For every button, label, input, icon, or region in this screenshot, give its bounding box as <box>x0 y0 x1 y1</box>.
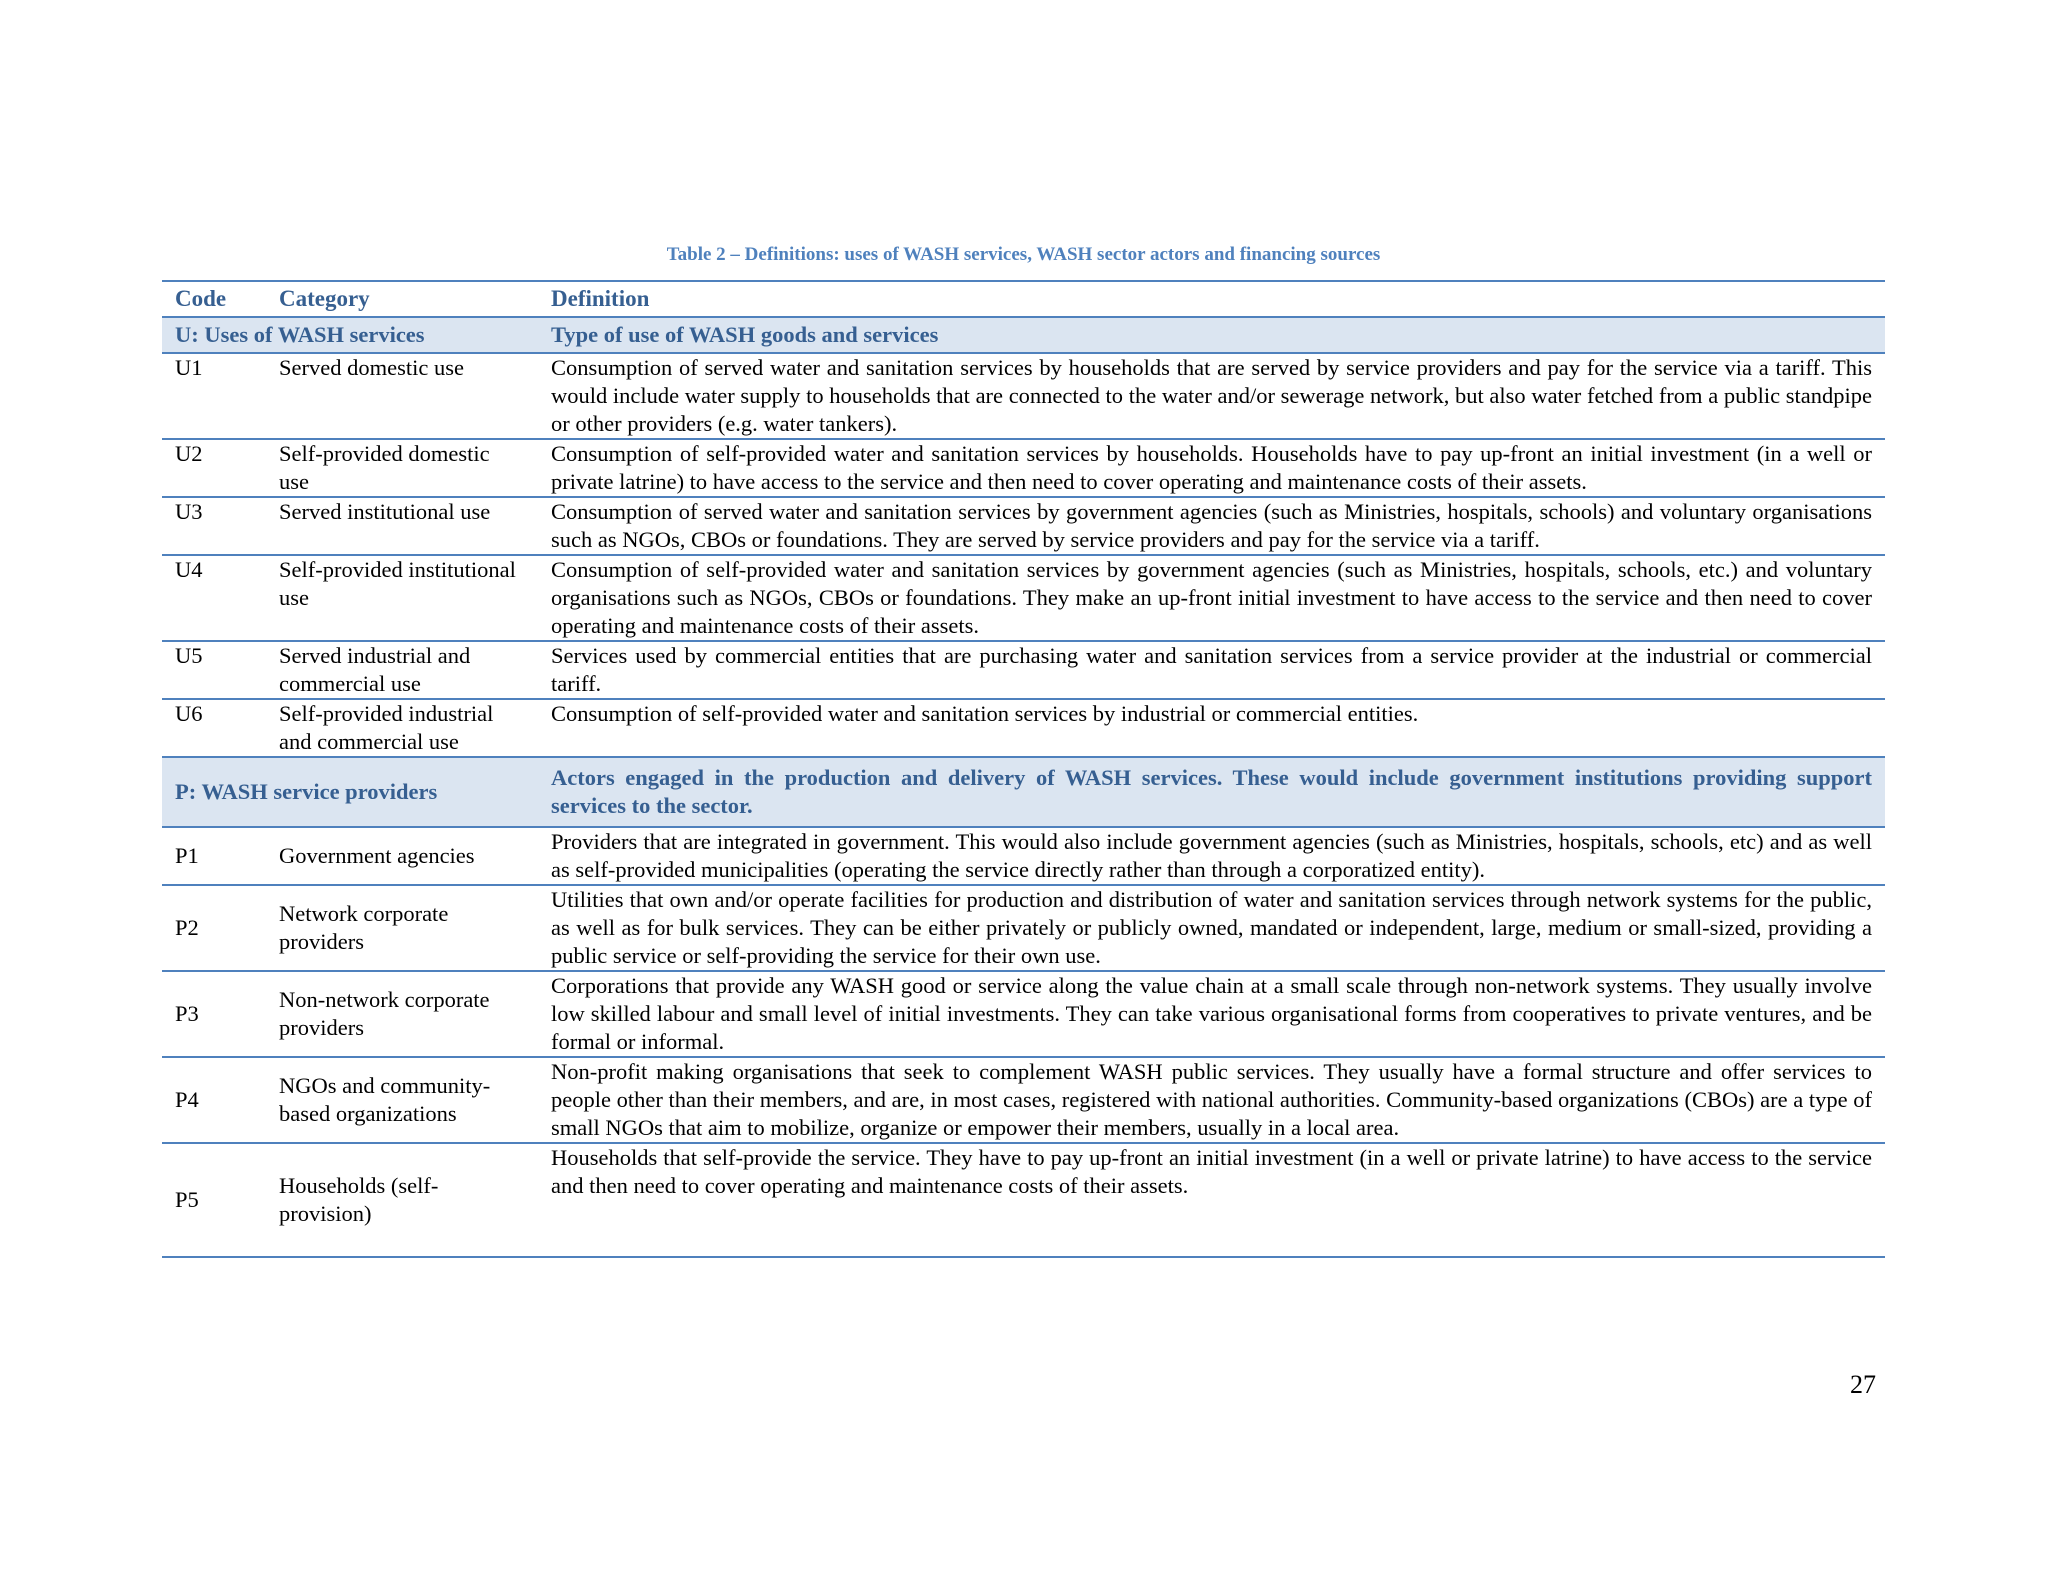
row-code: U5 <box>162 641 266 699</box>
row-definition: Consumption of self-provided water and sanitation services by households. Households have to pay up-front an initial investment (in a well or private latrine) to have access to the service and then need to cover operating and maintenance costs of their assets. <box>538 439 1885 497</box>
header-definition: Definition <box>538 281 1885 317</box>
row-category: NGOs and community-based organizations <box>266 1057 538 1143</box>
row-code: U2 <box>162 439 266 497</box>
row-category: Network corporate providers <box>266 885 538 971</box>
table-row <box>162 439 1885 497</box>
row-definition: Services used by commercial entities that are purchasing water and sanitation services from a service provider at the industrial or commercial tariff. <box>538 641 1885 699</box>
row-category: Self-provided domestic use <box>266 439 538 497</box>
section-definition: Actors engaged in the production and delivery of WASH services. These would include government institutions providing support services to the sector. <box>538 757 1885 827</box>
table-row <box>162 497 1885 555</box>
section-row-providers <box>162 757 1885 827</box>
row-category: Non-network corporate providers <box>266 971 538 1057</box>
row-definition: Providers that are integrated in government. This would also include government agencies (such as Ministries, hospitals, schools, etc) and as well as self-provided municipalities (operating the service directly rather than through a corporatized entity). <box>538 827 1885 885</box>
row-code: P5 <box>175 1187 199 1212</box>
table-row <box>162 827 1885 885</box>
row-category: Government agencies <box>266 827 538 885</box>
definitions-table <box>162 280 1885 1258</box>
table-row <box>162 1057 1885 1143</box>
header-category: Category <box>266 281 538 317</box>
table-header-row <box>162 281 1885 317</box>
row-definition: Utilities that own and/or operate facilities for production and distribution of water and sanitation services through network systems for the public, as well as for bulk services. They can be either privately or publicly owned, mandated or independent, large, medium or small-sized, providing a public service or self-providing the service for their own use. <box>538 885 1885 971</box>
header-code: Code <box>162 281 266 317</box>
row-definition: Consumption of served water and sanitation services by government agencies (such as Ministries, hospitals, schools) and voluntary organisations such as NGOs, CBOs or foundations. They are served by service providers and pay for the service via a tariff. <box>538 497 1885 555</box>
section-definition: Type of use of WASH goods and services <box>538 317 1885 353</box>
table-row <box>162 641 1885 699</box>
row-code: U3 <box>162 497 266 555</box>
row-definition: Non-profit making organisations that seek to complement WASH public services. They usually have a formal structure and offer services to people other than their members, and are, in most cases, registered with national authorities. Community-based organizations (CBOs) are a type of small NGOs that aim to mobilize, organize or empower their members, usually in a local area. <box>538 1057 1885 1143</box>
table-row <box>162 555 1885 641</box>
section-row-uses <box>162 317 1885 353</box>
section-label: P: WASH service providers <box>162 757 538 827</box>
table-row <box>162 885 1885 971</box>
row-definition: Households that self-provide the service. They have to pay up-front an initial investment (in a well or private latrine) to have access to the service and then need to cover operating and maintenance costs of their assets. <box>551 1145 1872 1198</box>
row-code: U6 <box>162 699 266 757</box>
section-label: U: Uses of WASH services <box>162 317 538 353</box>
table-row <box>162 353 1885 439</box>
row-category: Self-provided industrial and commercial use <box>266 699 538 757</box>
row-code: U4 <box>162 555 266 641</box>
table-row <box>162 699 1885 757</box>
row-definition: Consumption of self-provided water and sanitation services by government agencies (such as Ministries, hospitals, schools, etc.) and voluntary organisations such as NGOs, CBOs or foundations. They make an up-front initial investment to have access to the service and then need to cover operating and maintenance costs of their assets. <box>538 555 1885 641</box>
table-row <box>162 1143 1885 1257</box>
row-category: Served industrial and commercial use <box>266 641 538 699</box>
page-number: 27 <box>1850 1370 1876 1399</box>
row-code: U1 <box>162 353 266 439</box>
row-category: Served institutional use <box>266 497 538 555</box>
row-code: P1 <box>162 827 266 885</box>
row-category: Self-provided institutional use <box>266 555 538 641</box>
row-code: P4 <box>162 1057 266 1143</box>
row-definition: Corporations that provide any WASH good or service along the value chain at a small scale through non-network systems. They usually involve low skilled labour and small level of initial investments. They can take various organisational forms from cooperatives to private ventures, and be formal or informal. <box>538 971 1885 1057</box>
row-definition: Consumption of served water and sanitation services by households that are served by service providers and pay for the service via a tariff. This would include water supply to households that are connected to the water and/or sewerage network, but also water fetched from a public standpipe or other providers (e.g. water tankers). <box>538 353 1885 439</box>
table-row <box>162 971 1885 1057</box>
table-caption: Table 2 – Definitions: uses of WASH services, WASH sector actors and financing sources <box>666 244 1381 265</box>
row-category: Households (self-provision) <box>279 1173 439 1226</box>
row-code: P3 <box>162 971 266 1057</box>
row-code: P2 <box>162 885 266 971</box>
row-definition: Consumption of self-provided water and sanitation services by industrial or commercial entities. <box>538 699 1885 757</box>
row-category: Served domestic use <box>266 353 538 439</box>
